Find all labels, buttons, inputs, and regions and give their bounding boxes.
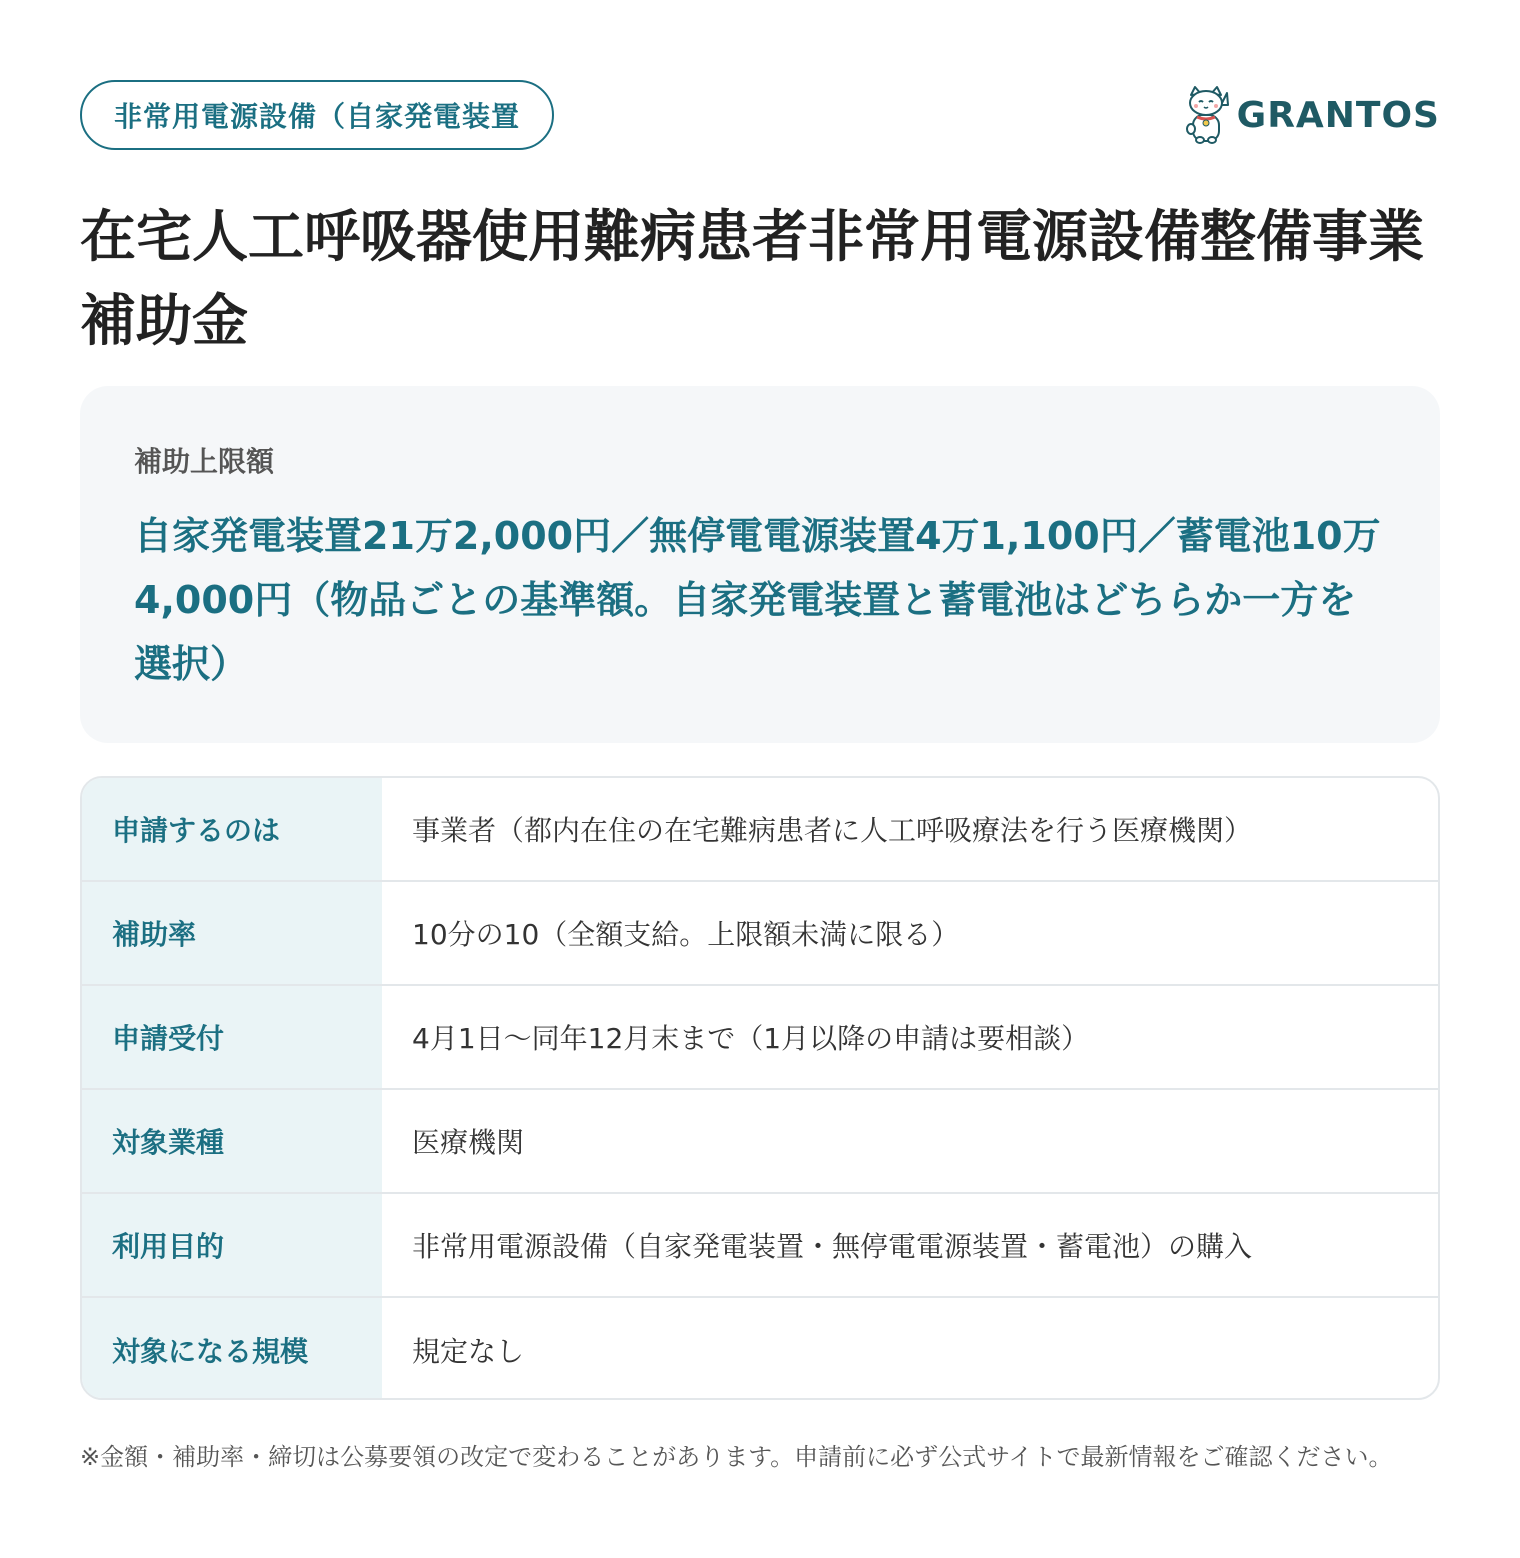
amount-value: 自家発電装置21万2,000円／無停電電源装置4万1,100円／蓄電池10万4,000円（物品ごとの基準額。自家発電装置と蓄電池はどちらか一方を選択）: [134, 514, 1381, 686]
category-badge: 非常用電源設備（自家発電装置: [80, 80, 554, 150]
subsidy-amount-card: [80, 386, 1440, 743]
table-row: [82, 1194, 1438, 1298]
row-key: 対象業種: [82, 1090, 382, 1192]
row-key: 申請するのは: [82, 778, 382, 880]
row-value: 非常用電源設備（自家発電装置・無停電電源装置・蓄電池）の購入: [412, 1230, 1253, 1263]
table-row: [82, 1298, 1438, 1400]
footnote: ※金額・補助率・締切は公募要領の改定で変わることがあります。申請前に必ず公式サイトで最新情報をご確認ください。: [80, 1443, 1393, 1471]
row-key: 利用目的: [82, 1194, 382, 1296]
table-row: [82, 1090, 1438, 1194]
row-value: 事業者（都内在住の在宅難病患者に人工呼吸療法を行う医療機関）: [412, 814, 1253, 847]
page-title: 在宅人工呼吸器使用難病患者非常用電源設備整備事業補助金: [80, 205, 1424, 354]
table-row: [82, 986, 1438, 1090]
row-value: 規定なし: [412, 1335, 525, 1368]
row-value: 10分の10（全額支給。上限額未満に限る）: [412, 918, 960, 951]
table-row: [82, 882, 1438, 986]
brand-logo[interactable]: [1183, 84, 1440, 146]
amount-label: 補助上限額: [134, 445, 275, 478]
info-table: [80, 776, 1440, 1400]
row-value: 4月1日〜同年12月末まで（1月以降の申請は要相談）: [412, 1022, 1090, 1055]
row-value: 医療機関: [412, 1126, 525, 1159]
brand-name: GRANTOS: [1236, 94, 1440, 136]
table-row: [82, 778, 1438, 882]
row-key: 対象になる規模: [82, 1298, 382, 1400]
row-key: 補助率: [82, 882, 382, 984]
row-key: 申請受付: [82, 986, 382, 1088]
maneki-neko-cat-icon: [1183, 85, 1229, 145]
